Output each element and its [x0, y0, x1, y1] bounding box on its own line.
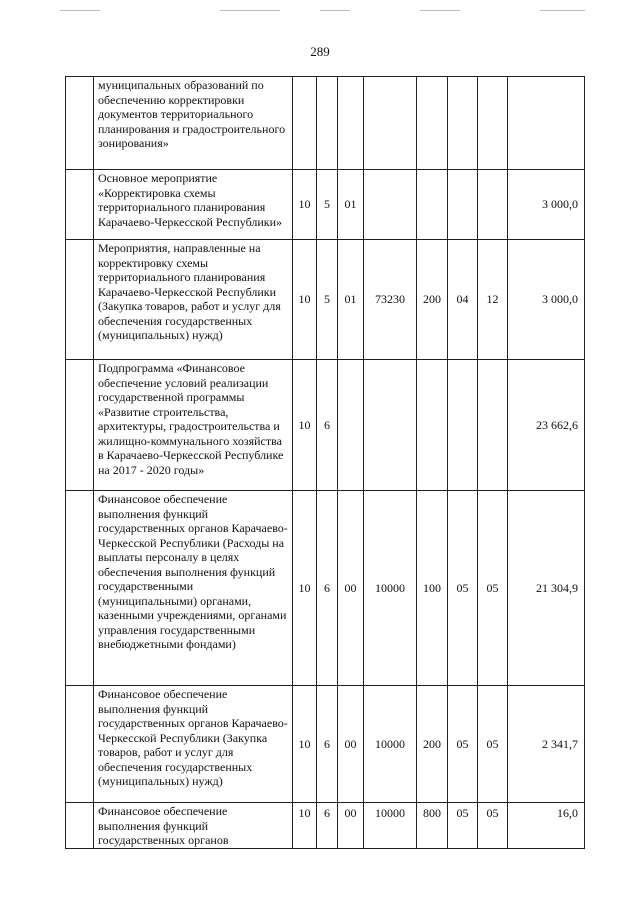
code-cell: 00: [338, 491, 364, 686]
code-cell: [478, 77, 508, 170]
code-cell: [478, 360, 508, 491]
code-cell: [478, 170, 508, 240]
row-index-cell: [66, 803, 94, 849]
table-row: [66, 360, 585, 491]
description-cell: муниципальных образований по обеспечению корректировки документов территориального планирования и градостроительного зонирования»: [94, 77, 293, 170]
code-cell: 05: [448, 686, 478, 803]
code-cell: 01: [338, 170, 364, 240]
code-cell: 800: [417, 803, 448, 849]
code-cell: 10000: [364, 491, 417, 686]
row-index-cell: [66, 170, 94, 240]
code-cell: 05: [478, 686, 508, 803]
code-cell: 10000: [364, 803, 417, 849]
code-cell: [448, 170, 478, 240]
code-cell: 6: [317, 686, 338, 803]
row-index-cell: [66, 240, 94, 360]
amount-cell: 3 000,0: [508, 170, 585, 240]
code-cell: [417, 170, 448, 240]
code-cell: [317, 77, 338, 170]
budget-table: [65, 76, 585, 849]
code-cell: 5: [317, 170, 338, 240]
code-cell: 12: [478, 240, 508, 360]
page-number: 289: [310, 44, 330, 59]
scan-artifacts: [0, 10, 640, 18]
amount-cell: 23 662,6: [508, 360, 585, 491]
description-cell: Мероприятия, направленные на корректировку схемы территориального планирования Карачаево-Черкесской Республики (Закупка товаров, работ и услуг для обеспечения государственных (муниципальных) нужд): [94, 240, 293, 360]
code-cell: 10: [293, 170, 317, 240]
code-cell: 6: [317, 491, 338, 686]
amount-cell: 3 000,0: [508, 240, 585, 360]
table-row: [66, 491, 585, 686]
row-index-cell: [66, 491, 94, 686]
code-cell: 200: [417, 686, 448, 803]
amount-cell: 16,0: [508, 803, 585, 849]
code-cell: 10: [293, 491, 317, 686]
code-cell: 01: [338, 240, 364, 360]
row-index-cell: [66, 686, 94, 803]
code-cell: 04: [448, 240, 478, 360]
description-cell: Финансовое обеспечение выполнения функций государственных органов Карачаево-Черкесской Республики (Закупка товаров, работ и услуг для обеспечения государственных (муниципальных) нужд): [94, 686, 293, 803]
code-cell: 73230: [364, 240, 417, 360]
table-row: [66, 240, 585, 360]
table-row: [66, 170, 585, 240]
code-cell: 00: [338, 803, 364, 849]
code-cell: 10000: [364, 686, 417, 803]
code-cell: [364, 77, 417, 170]
code-cell: 5: [317, 240, 338, 360]
code-cell: 05: [478, 491, 508, 686]
code-cell: [338, 360, 364, 491]
code-cell: 10: [293, 686, 317, 803]
amount-cell: 2 341,7: [508, 686, 585, 803]
code-cell: [417, 77, 448, 170]
code-cell: 05: [478, 803, 508, 849]
table-row: [66, 77, 585, 170]
amount-cell: [508, 77, 585, 170]
code-cell: [364, 360, 417, 491]
table-row: [66, 686, 585, 803]
description-cell: Подпрограмма «Финансовое обеспечение условий реализации государственной программы «Развитие строительства, архитектуры, градостроительства и жилищно-коммунального хозяйства в Карачаево-Черкесской Республике на 2017 - 2020 годы»: [94, 360, 293, 491]
code-cell: 200: [417, 240, 448, 360]
code-cell: 05: [448, 803, 478, 849]
row-index-cell: [66, 77, 94, 170]
description-cell: Основное мероприятие «Корректировка схемы территориального планирования Карачаево-Черкесской Республики»: [94, 170, 293, 240]
row-index-cell: [66, 360, 94, 491]
code-cell: 6: [317, 360, 338, 491]
code-cell: 6: [317, 803, 338, 849]
amount-cell: 21 304,9: [508, 491, 585, 686]
code-cell: 05: [448, 491, 478, 686]
code-cell: 10: [293, 240, 317, 360]
code-cell: [338, 77, 364, 170]
table-row: [66, 803, 585, 849]
code-cell: 00: [338, 686, 364, 803]
code-cell: [448, 77, 478, 170]
code-cell: [364, 170, 417, 240]
code-cell: 10: [293, 360, 317, 491]
code-cell: 100: [417, 491, 448, 686]
code-cell: 10: [293, 803, 317, 849]
description-cell: Финансовое обеспечение выполнения функций государственных органов Карачаево-Черкесской Республики (Расходы на выплаты персоналу в целях обеспечения выполнения функций государственными (муниципальными) органами, казенными учреждениями, органами управления государственными внебюджетными фондами): [94, 491, 293, 686]
code-cell: [417, 360, 448, 491]
description-cell: Финансовое обеспечение выполнения функций государственных органов: [94, 803, 293, 849]
code-cell: [448, 360, 478, 491]
code-cell: [293, 77, 317, 170]
